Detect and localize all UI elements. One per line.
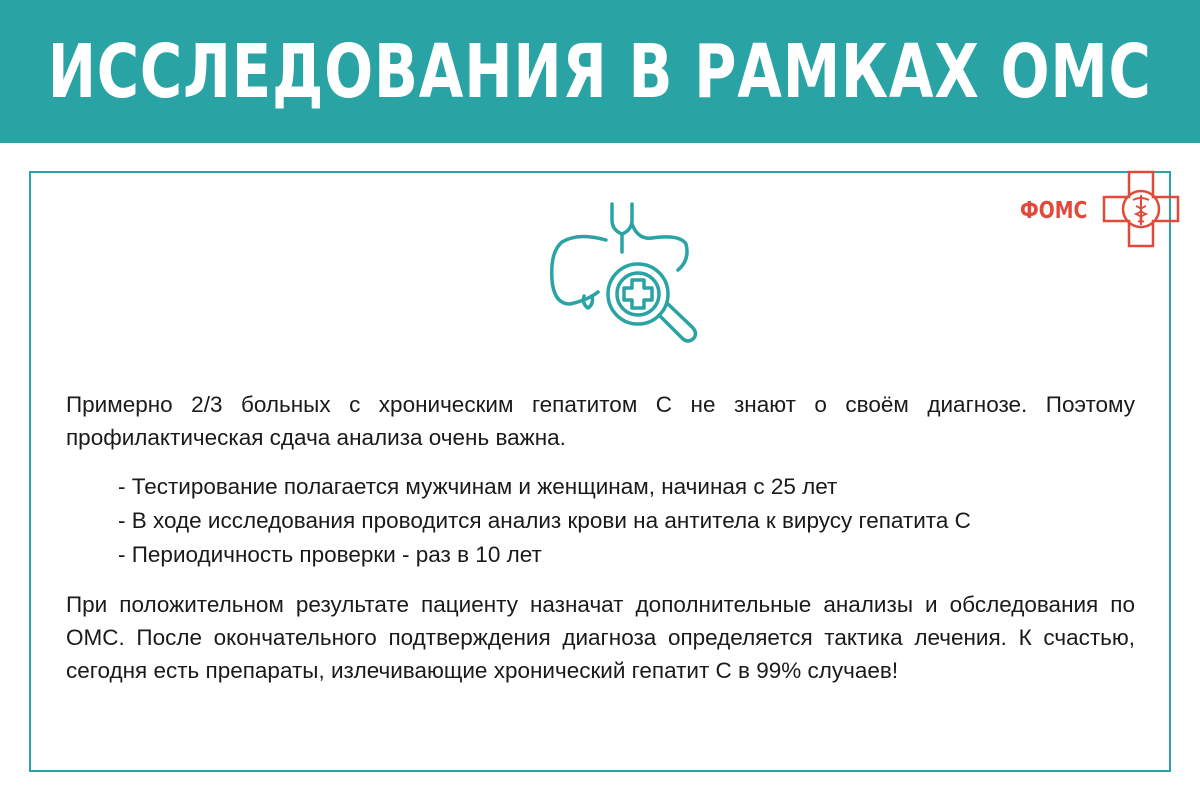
- outro-paragraph: При положительном результате пациенту назначат дополнительные анализы и обследования по ОМС. После окончательного подтверждения диагноза определяется тактика лечения. К счастью, сегодня есть препараты, излечивающие хронический гепатит С в 99% случаев!: [66, 592, 1135, 683]
- foms-logo: [1020, 170, 1180, 250]
- liver-magnifier-icon: [548, 200, 698, 350]
- medical-cross-caduceus-icon: [1102, 170, 1180, 248]
- logo-text: ФОМС: [1020, 198, 1088, 224]
- list-item: - Тестирование полагается мужчинам и женщинам, начиная с 25 лет: [118, 474, 838, 499]
- list-item: - В ходе исследования проводится анализ крови на антитела к вирусу гепатита С: [118, 508, 971, 533]
- intro-paragraph: Примерно 2/3 больных с хроническим гепатитом С не знают о своём диагнозе. Поэтому профилактическая сдача анализа очень важна.: [66, 392, 1135, 450]
- main-content: [66, 388, 1135, 687]
- list-item: - Периодичность проверки - раз в 10 лет: [118, 542, 542, 567]
- header-banner: [0, 0, 1200, 143]
- bullet-list: [118, 470, 1135, 572]
- page-title: ИССЛЕДОВАНИЯ В РАМКАХ ОМС: [48, 28, 1153, 115]
